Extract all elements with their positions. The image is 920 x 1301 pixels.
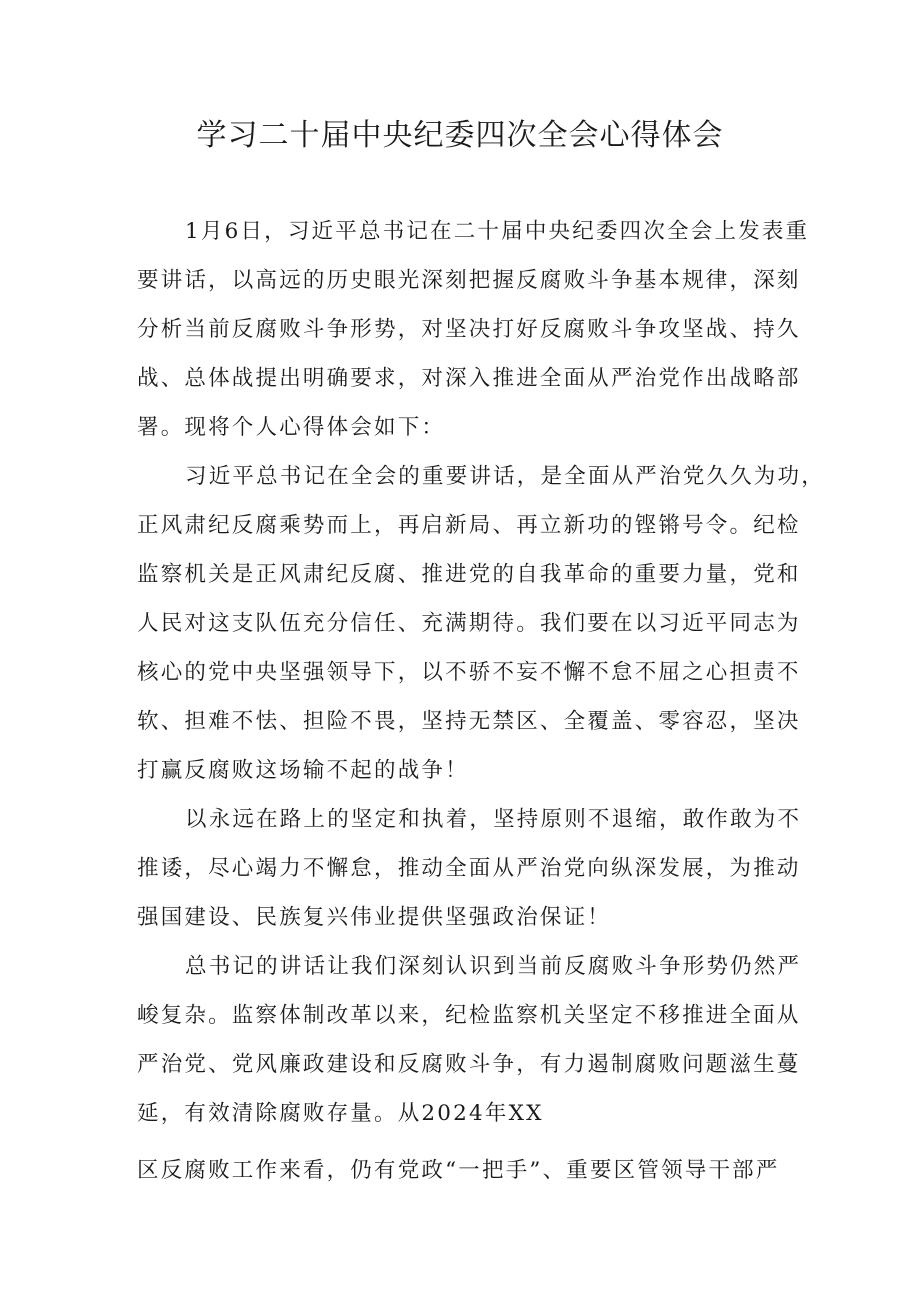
text-line: 以永远在路上的坚定和执着，坚持原则不退缩，敢作敢为不: [185, 807, 802, 832]
text-line: 区反腐败工作来看，仍有党政“一把手”、重要区管领导干部严: [137, 1158, 780, 1183]
text-line: 战、总体战提出明确要求，对深入推进全面从严治党作出战略部: [137, 366, 801, 391]
text-line: 延，有效清除腐败存量。从2024年XX: [137, 1101, 544, 1126]
text-line: 打赢反腐败这场输不起的战争！: [137, 758, 469, 783]
text-line: 监察机关是正风肃纪反腐、推进党的自我革命的重要力量，党和: [137, 562, 801, 587]
document-title: 学习二十届中央纪委四次全会心得体会: [196, 118, 724, 153]
text-line: 软、担难不怯、担险不畏，坚持无禁区、全覆盖、零容忍，坚决: [137, 709, 801, 734]
text-line: 推诿，尽心竭力不懈怠，推动全面从严治党向纵深发展，为推动: [137, 856, 801, 881]
text-line: 严治党、党风廉政建设和反腐败斗争，有力遏制腐败问题滋生蔓: [137, 1052, 801, 1077]
text-line: 署。现将个人心得体会如下：: [137, 415, 446, 440]
text-line: 核心的党中央坚强领导下，以不骄不妄不懈不怠不屈之心担责不: [137, 660, 801, 685]
text-line: 正风肃纪反腐乘势而上，再启新局、再立新功的铿锵号令。纪检: [137, 513, 801, 538]
text-line: 习近平总书记在全会的重要讲话，是全面从严治党久久为功，: [185, 464, 825, 489]
text-line: 人民对这支队伍充分信任、充满期待。我们要在以习近平同志为: [137, 611, 801, 636]
text-line: 峻复杂。监察体制改革以来，纪检监察机关坚定不移推进全面从: [137, 1003, 801, 1028]
text-line: 要讲话，以高远的历史眼光深刻把握反腐败斗争基本规律，深刻: [137, 268, 801, 293]
text-line: 强国建设、民族复兴伟业提供坚强政治保证！: [137, 905, 612, 930]
text-line: 总书记的讲话让我们深刻认识到当前反腐败斗争形势仍然严: [185, 954, 802, 979]
text-line: 分析当前反腐败斗争形势，对坚决打好反腐败斗争攻坚战、持久: [137, 317, 801, 342]
text-line: 1月6日，习近平总书记在二十届中央纪委四次全会上发表重: [185, 219, 810, 244]
